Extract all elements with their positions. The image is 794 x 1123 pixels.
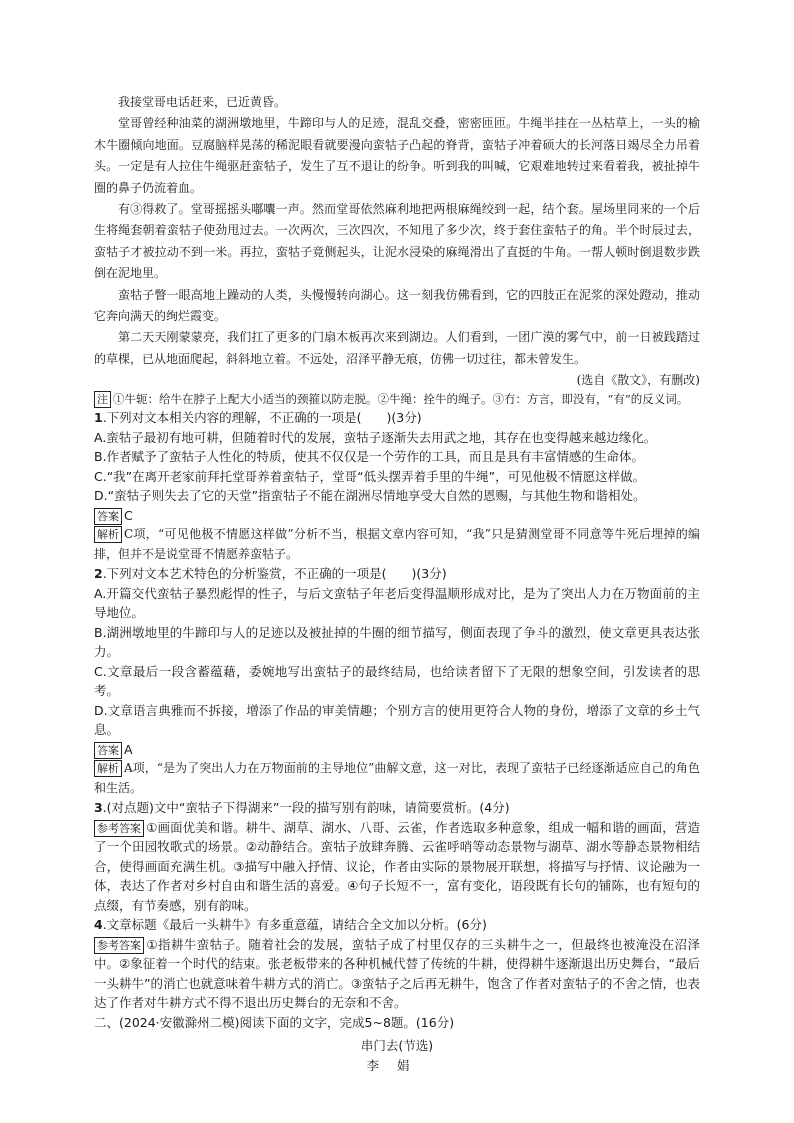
note-label: 注 [94, 391, 111, 408]
question-2-stem: 2.下列对文本艺术特色的分析鉴赏，不正确的一项是( )(3分) [94, 566, 447, 582]
question-3-answer: 参考答案 ①画面优美和谐。耕牛、湖草、湖水、八哥、云雀，作者选取多种意象，组成一幅和谐的画面，营造了一个田园牧歌式的场景。②动静结合。蛮牯子放肆奔腾、云雀呼哨等动态景物与湖草、湖水等静态景物相结合，使得画面充满生机。③描写中融入抒情、议论，作者由实际的景物展开联想，将描写与抒情、议论融为一体，表达了作者对乡村自由和谐生活的喜爱。④句子长短不一，富有变化，语段既有长句的铺陈，也有短句的点缀，有节奏感，别有韵味。 [94, 819, 700, 913]
passage-paragraph: 我接堂哥电话赶来，已近黄昏。 [118, 95, 287, 109]
question-1-analysis: 解析 C项，“可见他极不情愿这样做”分析不当，根据文章内容可知，“我”只是猜测堂哥不同意等牛死后埋掉的编排，但并不是说堂哥不情愿养蛮牯子。 [94, 527, 700, 561]
question-2-option-a: A.开篇交代蛮牯子暴烈彪悍的性子，与后文蛮牯子年老后变得温顺形成对比，是为了突出人力在万物面前的主导地位。 [94, 585, 700, 621]
passage-paragraph: 第二天天刚蒙蒙亮，我们扛了更多的门扇木板再次来到湖边。人们看到，一团广漠的雾气中，前一日被践踏过的草棵，已从地面爬起，斜斜地立着。不远处，沼泽平静无痕，仿佛一切过往，都未曾发生。 [94, 330, 700, 366]
passage-paragraph: 有③得救了。堂哥摇摇头嘟囔一声。然而堂哥依然麻利地把两根麻绳绞到一起，结个套。屋场里同来的一个后生将绳套朝着蛮牯子使劲甩过去。一次两次，三次四次，不知甩了多少次，终于套住蛮牯子的角。半个时辰过去，蛮牯子才被拉动不到一米。再拉，蛮牯子竟侧起头，让泥水浸染的麻绳滑出了直挺的牛角。一帮人顿时倒退数步跌倒在泥地里。 [94, 202, 700, 281]
ref-answer-label: 参考答案 [94, 820, 144, 837]
question-2-analysis: 解析 A项，“是为了突出人力在万物面前的主导地位”曲解文意，这一对比，表现了蛮牯子已经逐渐适应自己的角色和生活。 [94, 761, 700, 795]
analysis-label: 解析 [94, 526, 122, 543]
question-2-answer: 答案 A [94, 740, 700, 760]
answer-label: 答案 [94, 742, 122, 759]
question-1-option-d: D.“蛮牯子则失去了它的天堂”指蛮牯子不能在湖洲尽情地享受大自然的恩赐，与其他生物和谐相处。 [94, 488, 646, 504]
note-text: ①牛轭：给牛在脖子上配大小适当的颈箍以防走脱。②牛绳：拴牛的绳子。③冇：方言，即没有，“有”的反义词。 [113, 392, 689, 407]
question-2-option-c: C.文章最后一段含蓄蕴藉，委婉地写出蛮牯子的最终结局，也给读者留下了无限的想象空间，引发读者的思考。 [94, 663, 700, 699]
section-2-title: 串门去(节选) [360, 1038, 434, 1054]
analysis-label: 解析 [94, 760, 122, 777]
footnotes [94, 390, 700, 408]
ref-answer-label: 参考答案 [94, 937, 144, 954]
question-2-option-b: B.湖洲墩地里的牛蹄印与人的足迹以及被扯掉的牛圈的细节描写，侧面表现了争斗的激烈，使文章更具表达张力。 [94, 624, 700, 660]
question-4-stem: 4.文章标题《最后一头耕牛》有多重意蕴，请结合全文加以分析。(6分) [94, 917, 487, 933]
section-2-heading: 二、(2024·安徽滁州二模)阅读下面的文字，完成5~8题。(16分) [94, 1014, 455, 1030]
section-2-author: 李娟 [366, 1058, 428, 1074]
question-1-option-b: B.作者赋予了蛮牯子人性化的特质，使其不仅仅是一个劳作的工具，而且是具有丰富情感的生命体。 [94, 449, 645, 465]
passage-source: (选自《散文》，有删改) [576, 373, 700, 388]
question-1-answer: 答案 C [94, 506, 700, 526]
question-3-stem: 3.(对点题)文中“蛮牯子下得湖来”一段的描写别有韵味，请简要赏析。(4分) [94, 800, 510, 816]
passage-paragraph: 堂哥曾经种油菜的湖洲墩地里，牛蹄印与人的足迹，混乱交叠，密密匝匝。牛绳半挂在一丛枯草上，一头的榆木牛圈倾向地面。豆腐脑样晃荡的稀泥眼看就要漫向蛮牯子凸起的脊背，蛮牯子冲着硕大的长河落日竭尽全力吊着头。一定是有人拉住牛绳驱赶蛮牯子，发生了互不退让的纷争。听到我的叫喊，它艰难地转过来看着我，被扯掉牛圈的鼻子仍流着血。 [94, 116, 700, 195]
question-2-option-d: D.文章语言典雅而不拆接，增添了作品的审美情趣；个别方言的使用更符合人物的身份，增添了文章的乡土气息。 [94, 702, 700, 738]
question-1-option-a: A.蛮牯子最初有地可耕，但随着时代的发展，蛮牯子逐渐失去用武之地，其存在也变得越来越边缘化。 [94, 429, 657, 445]
answer-label: 答案 [94, 508, 122, 525]
document-page [94, 92, 700, 1076]
question-1-option-c: C.“我”在离开老家前拜托堂哥养着蛮牯子，堂哥“低头摆弄着手里的牛绳”，可见他极不情愿这样做。 [94, 468, 646, 484]
question-1-stem: 1.下列对文本相关内容的理解，不正确的一项是( )(3分) [94, 410, 422, 426]
passage-paragraph: 蛮牯子瞥一眼高地上躁动的人类，头慢慢转向湖心。这一刻我仿佛看到，它的四肢正在泥浆的深处蹬动，推动它奔向满天的绚烂霞变。 [94, 287, 700, 324]
question-4-answer: 参考答案 ①指耕牛蛮牯子。随着社会的发展，蛮牯子成了村里仅存的三头耕牛之一，但最终也被淹没在沼泽中。②象征着一个时代的结束。张老板带来的各种机械代替了传统的牛耕，使得耕牛逐渐退出历史舞台，“最后一头耕牛”的消亡也就意味着牛耕方式的消亡。③蛮牯子之后再无耕牛，饱含了作者对蛮牯子的不舍之情，也表达了作者对牛耕方式不得不退出历史舞台的无奈和不舍。 [94, 936, 700, 1011]
